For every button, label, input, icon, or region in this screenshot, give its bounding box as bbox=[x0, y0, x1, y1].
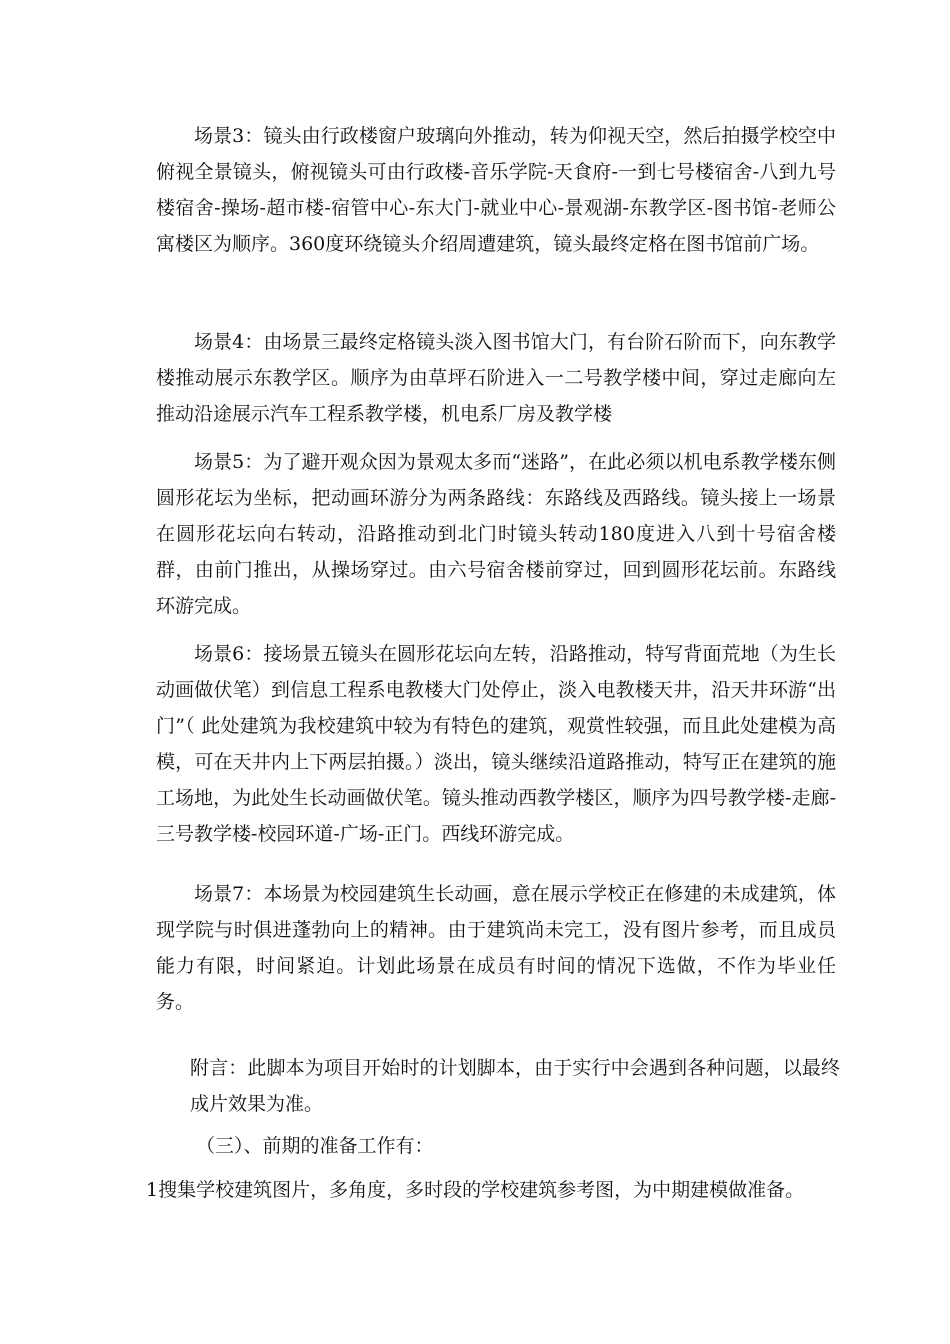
paragraph-scene-5: 场景5：为了避开观众因为景观太多而“迷路”，在此必须以机电系教学楼东侧圆形花坛为坐标，把动画环游分为两条路线：东路线及西路线。镜头接上一场景在圆形花坛向右转动，沿路推动到北门时镜头转动180度进入八到十号宿舍楼群，由前门推出，从操场穿过。由六号宿舍楼前穿过，回到圆形花坛前。东路线环游完成。 bbox=[156, 451, 836, 617]
paragraph-scene-3: 场景3：镜头由行政楼窗户玻璃向外推动，转为仰视天空，然后拍摄学校空中俯视全景镜头，俯视镜头可由行政楼-音乐学院-天食府-一到七号楼宿舍-八到九号楼宿舍-操场-超市楼-宿管中心-东大门-就业中心-景观湖-东教学区-图书馆-老师公寓楼区为顺序。360度环绕镜头介绍周遭建筑，镜头最终定格在图书馆前广场。 bbox=[156, 125, 836, 255]
list-item-1: 1搜集学校建筑图片，多角度，多时段的学校建筑参考图，为中期建模做准备。 bbox=[146, 1179, 805, 1201]
paragraph-postscript: 附言：此脚本为项目开始时的计划脚本，由于实行中会遇到各种问题，以最终成片效果为准。 bbox=[190, 1057, 840, 1115]
paragraph-scene-4: 场景4：由场景三最终定格镜头淡入图书馆大门，有台阶石阶而下，向东教学楼推动展示东教学区。顺序为由草坪石阶进入一二号教学楼中间，穿过走廊向左推动沿途展示汽车工程系教学楼，机电系厂房及教学楼 bbox=[156, 331, 836, 425]
paragraph-scene-6: 场景6：接场景五镜头在圆形花坛向左转，沿路推动，特写背面荒地（为生长动画做伏笔）到信息工程系电教楼大门处停止，淡入电教楼天井，沿天井环游“出门”（ 此处建筑为我校建筑中较为有特色的建筑，观赏性较强，而且此处建模为高模，可在天井内上下两层拍摄。）淡出，镜头继续沿道路推动，特写正在建筑的施工场地，为此处生长动画做伏笔。镜头推动西教学楼区，顺序为四号教学楼-走廊-三号教学楼-校园环道-广场-正门。西线环游完成。 bbox=[156, 643, 836, 845]
paragraph-scene-7: 场景7：本场景为校园建筑生长动画，意在展示学校正在修建的未成建筑，体现学院与时俱进蓬勃向上的精神。由于建筑尚未完工，没有图片参考，而且成员能力有限，时间紧迫。计划此场景在成员有时间的情况下选做，不作为毕业任务。 bbox=[156, 883, 836, 1013]
section-heading-preparation: （三）、前期的准备工作有： bbox=[196, 1135, 434, 1157]
